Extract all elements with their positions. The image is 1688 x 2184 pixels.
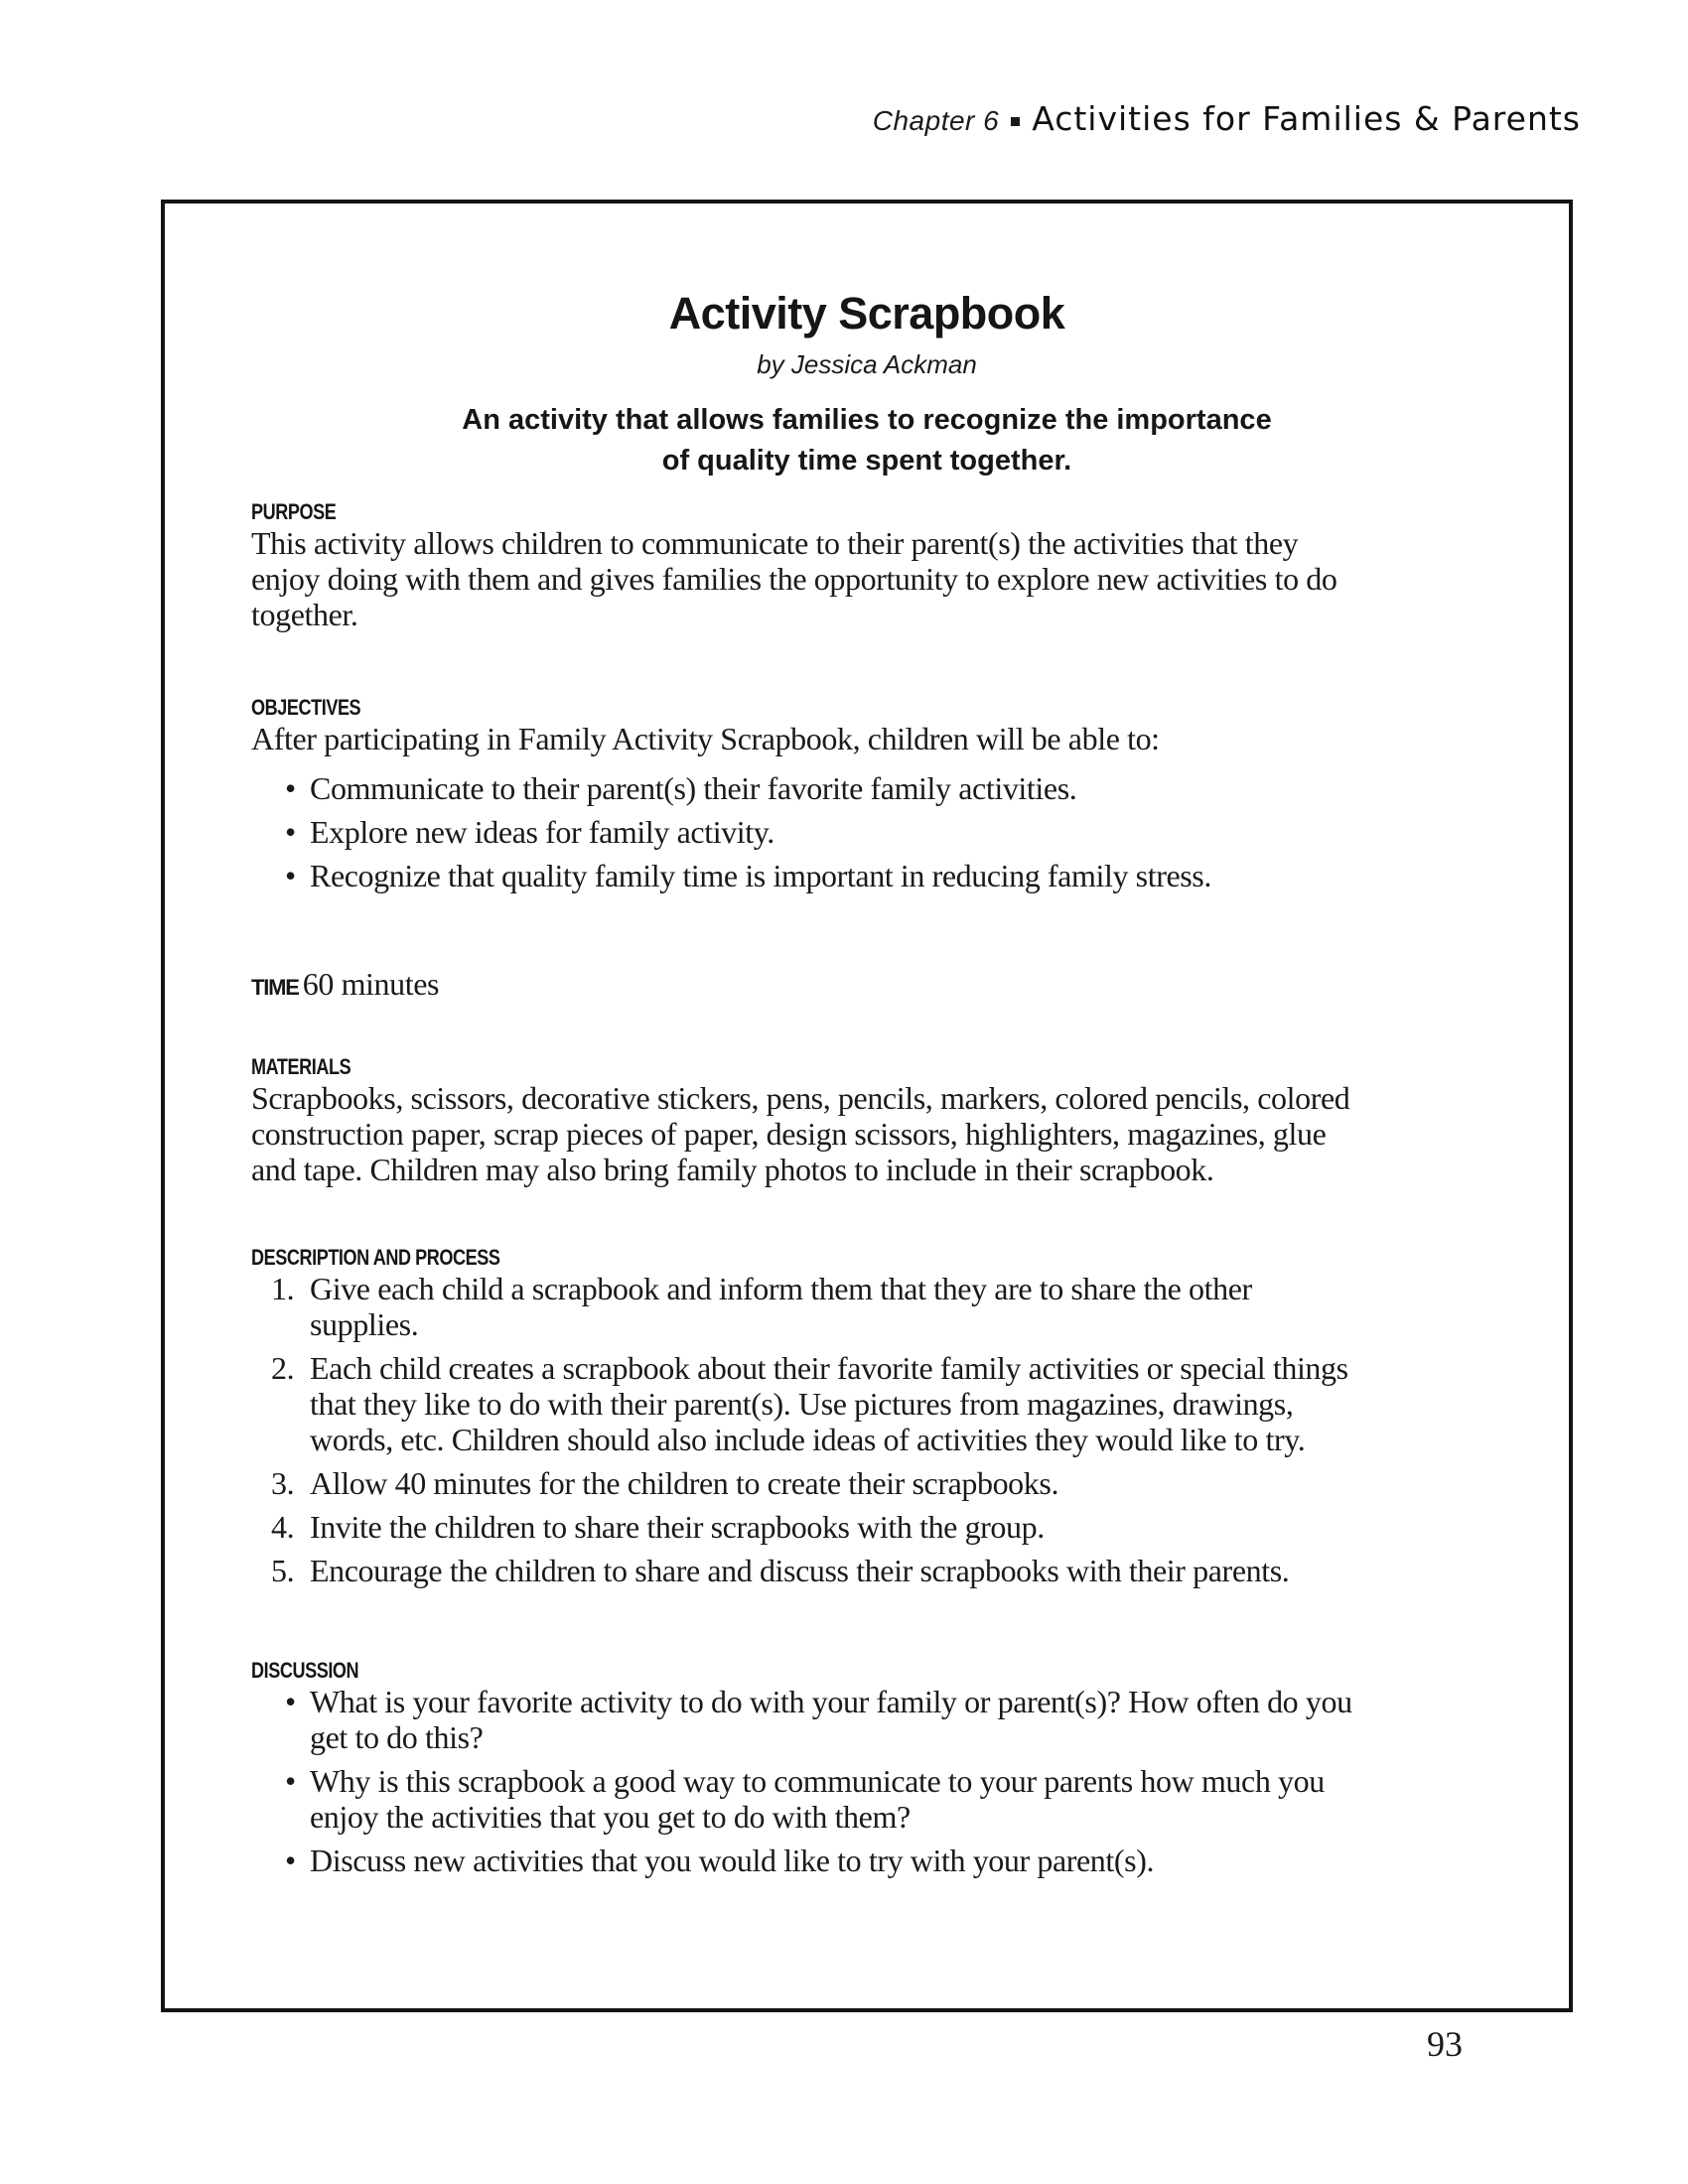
section-materials <box>251 1054 1479 1187</box>
chapter-label: Chapter 6 <box>872 105 1000 136</box>
list-item: 1. Give each child a scrapbook and inform them that they are to share the other supplies. <box>271 1271 1252 1342</box>
bullet-icon: • <box>285 1684 296 1719</box>
activity-title: Activity Scrapbook <box>668 288 1065 339</box>
list-item: • Discuss new activities that you would like to try with your parent(s). <box>285 1843 1155 1878</box>
author-byline: by Jessica Ackman <box>757 349 977 379</box>
text-line: This activity allows children to communicate to their parent(s) the activities that they <box>251 525 1299 561</box>
activity-box <box>161 200 1573 2012</box>
running-head <box>873 99 1581 138</box>
list-item: 2. Each child creates a scrapbook about their favorite family activities or special things that they like to do with their parent(s). Use pictures from magazines, drawings, words, etc. Children should also include ideas of activities they would like to try. <box>271 1350 1348 1457</box>
process-steps <box>251 1271 1479 1588</box>
tagline-line: An activity that allows families to recognize the importance <box>462 404 1272 436</box>
section-heading: DISCUSSION <box>251 1658 359 1683</box>
section-heading: MATERIALS <box>251 1054 352 1079</box>
title-block <box>165 288 1569 481</box>
list-item: 5. Encourage the children to share and discuss their scrapbooks with their parents. <box>271 1553 1290 1588</box>
section-time <box>251 966 1479 1002</box>
chapter-title: Activities for Families & Parents <box>1032 99 1581 138</box>
step-number: 5. <box>271 1553 295 1588</box>
bullet-icon: • <box>285 858 296 893</box>
activity-tagline <box>165 400 1569 481</box>
objectives-intro: After participating in Family Activity Scrapbook, children will be able to: <box>251 721 1160 756</box>
list-item: • Explore new ideas for family activity. <box>285 814 774 850</box>
text-line: and tape. Children may also bring family photos to include in their scrapbook. <box>251 1152 1214 1187</box>
bullet-icon: • <box>285 814 296 850</box>
section-heading: PURPOSE <box>251 499 337 524</box>
text-line: Scrapbooks, scissors, decorative stickers, pens, pencils, markers, colored pencils, colored <box>251 1080 1350 1116</box>
section-heading: OBJECTIVES <box>251 695 361 720</box>
list-item: • Communicate to their parent(s) their favorite family activities. <box>285 770 1077 806</box>
discussion-list <box>251 1684 1479 1878</box>
text-line: enjoy doing with them and gives families the opportunity to explore new activities to do <box>251 561 1337 597</box>
list-item: • What is your favorite activity to do with your family or parent(s)? How often do you get to do this? <box>285 1684 1352 1755</box>
list-item: • Why is this scrapbook a good way to communicate to your parents how much you enjoy the activities that you get to do with them? <box>285 1763 1325 1835</box>
time-value: 60 minutes <box>302 966 440 1002</box>
step-number: 4. <box>271 1509 295 1545</box>
section-discussion <box>251 1658 1479 1878</box>
text-line: together. <box>251 597 358 632</box>
tagline-line: of quality time spent together. <box>661 445 1072 477</box>
objectives-list <box>251 770 1479 893</box>
list-item: 4. Invite the children to share their scrapbooks with the group. <box>271 1509 1045 1545</box>
step-number: 1. <box>271 1271 295 1306</box>
bullet-icon: • <box>285 1843 296 1878</box>
step-number: 2. <box>271 1350 295 1386</box>
section-heading: TIME <box>251 975 299 1000</box>
section-purpose <box>251 499 1479 632</box>
section-heading: DESCRIPTION AND PROCESS <box>251 1245 500 1270</box>
section-description <box>251 1245 1479 1588</box>
purpose-text <box>251 525 1479 632</box>
list-item: • Recognize that quality family time is important in reducing family stress. <box>285 858 1211 893</box>
section-objectives <box>251 695 1479 893</box>
list-item: 3. Allow 40 minutes for the children to create their scrapbooks. <box>271 1465 1059 1501</box>
step-number: 3. <box>271 1465 295 1501</box>
materials-text <box>251 1080 1479 1187</box>
bullet-icon: • <box>285 1763 296 1799</box>
square-bullet-icon <box>1011 117 1020 126</box>
bullet-icon: • <box>285 770 296 806</box>
text-line: construction paper, scrap pieces of paper, design scissors, highlighters, magazines, glue <box>251 1116 1327 1152</box>
page-number: 93 <box>1427 2024 1463 2064</box>
